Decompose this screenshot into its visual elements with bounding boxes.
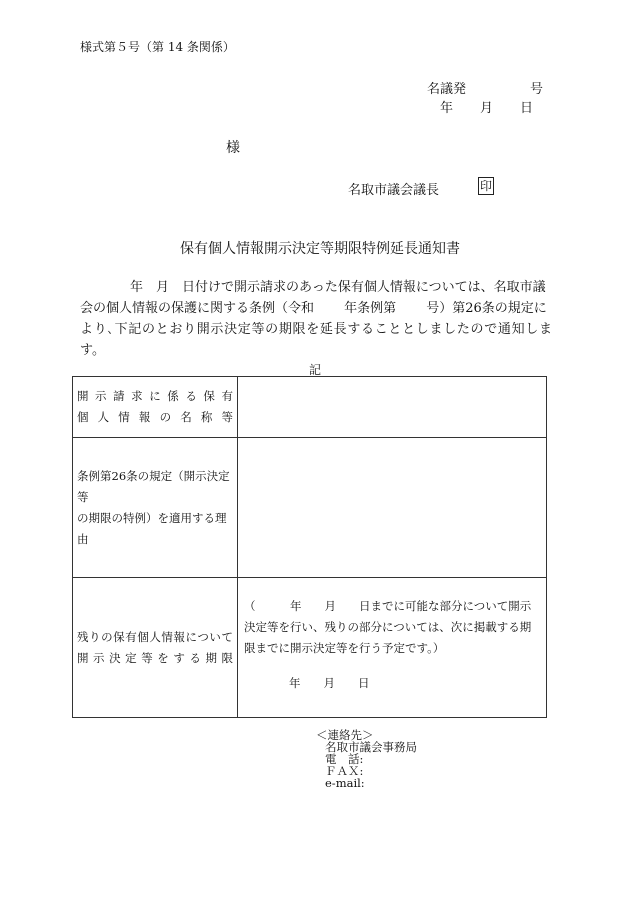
deadline-text-line: （ 年 月 日までに可能な部分について開示 [244,599,532,613]
document-number-prefix: 名議発 [427,82,467,97]
deadline-text-line: 限までに開示決定等を行う予定です。） [244,641,445,655]
contact-heading: ＜連絡先＞ [316,728,374,742]
notice-body [80,277,552,361]
row-label [73,578,238,718]
seal-stamp: 印 [479,179,492,193]
deadline-text-line: 決定等を行い、残りの部分については、次に掲載する期 [244,620,532,634]
contact-block [316,729,417,789]
table-row [73,438,547,578]
info-name-field[interactable] [238,377,547,438]
notice-table [72,376,547,718]
body-line: 年 月 日付けで開示請求のあった保有個人情報については、名取市議 [130,280,546,295]
label-line: 個人情報の名称等 [77,410,233,424]
contact-phone: 電 話: [325,752,364,766]
row-label [73,377,238,438]
reason-field[interactable] [238,438,547,578]
document-number-suffix: 号 [530,82,544,97]
body-line: より､下記のとおり開示決定等の期限を延長することとしましたので通知します。 [80,322,552,358]
table-row [73,377,547,438]
form-number: 様式第５号（第 14 条関係） [80,40,235,54]
deadline-field[interactable] [238,578,547,718]
contact-fax: ＦＡＸ: [325,764,364,778]
contact-email: e-mail: [325,776,365,790]
row-label [73,438,238,578]
body-line: 会の個人情報の保護に関する条例（令和 年条例第 号）第26条の規定に [80,301,547,316]
document-title: 保有個人情報開示決定等期限特例延長通知書 [180,241,460,257]
date-year: 年 [440,101,454,116]
issue-date [440,97,560,116]
ki-heading: 記 [309,363,322,377]
label-line: 開示決定等をする期限 [77,650,233,665]
recipient: 様 [226,140,240,156]
table-row [73,578,547,718]
deadline-date: 年 月 日 [289,676,370,690]
label-line: 開示請求に係る保有 [77,389,233,403]
date-day: 日 [520,101,534,116]
document-number [427,78,543,97]
date-month: 月 [480,101,494,116]
label-line: の期限の特例）を適用する理由 [77,510,227,546]
contact-office: 名取市議会事務局 [325,740,417,754]
sender: 名取市議会議長 [348,183,440,198]
label-line: 残りの保有個人情報について [77,629,233,644]
label-line: 条例第26条の規定（開示決定等 [77,468,230,504]
